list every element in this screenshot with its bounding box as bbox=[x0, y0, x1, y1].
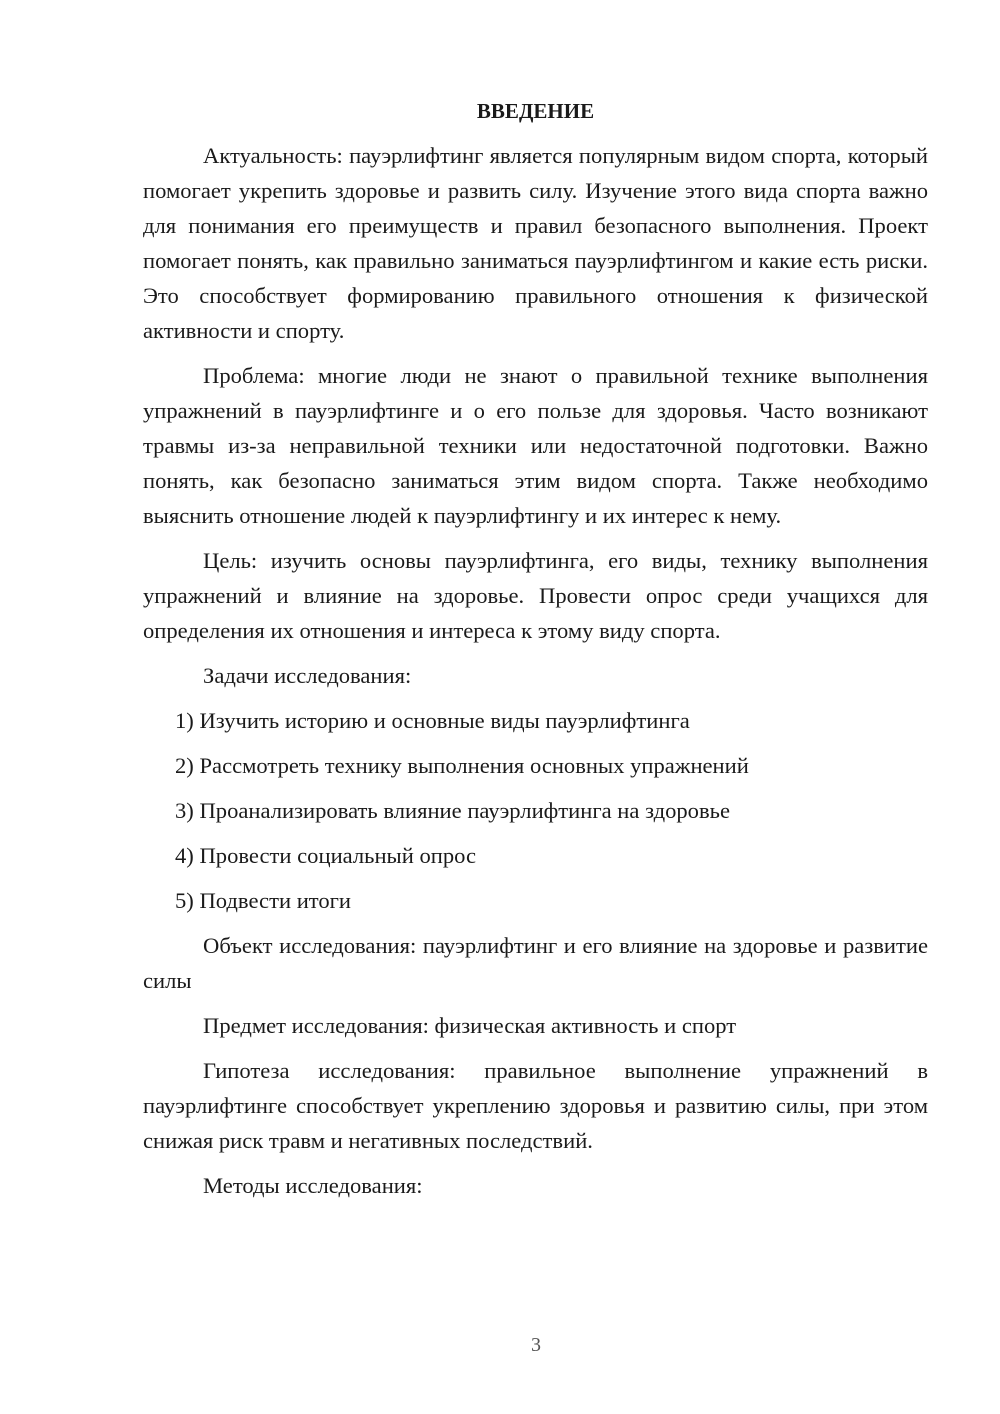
object-paragraph: Объект исследования: пауэрлифтинг и его влияние на здоровье и развитие силы bbox=[143, 933, 928, 993]
task-item: 1) Изучить историю и основные виды пауэрлифтинга bbox=[175, 708, 690, 733]
task-item: 3) Проанализировать влияние пауэрлифтинга на здоровье bbox=[175, 798, 730, 823]
goal-paragraph: Цель: изучить основы пауэрлифтинга, его виды, технику выполнения упражнений и влияние на здоровье. Провести опрос среди учащихся для определения их отношения и интереса к этому виду спорта. bbox=[143, 548, 928, 643]
methods-heading: Методы исследования: bbox=[203, 1173, 423, 1198]
task-item: 2) Рассмотреть технику выполнения основных упражнений bbox=[175, 753, 749, 778]
page-title: ВВЕДЕНИЕ bbox=[476, 99, 595, 123]
hypothesis-paragraph: Гипотеза исследования: правильное выполнение упражнений в пауэрлифтинге способствует укреплению здоровья и развитию силы, при этом снижая риск травм и негативных последствий. bbox=[143, 1058, 928, 1153]
task-item: 4) Провести социальный опрос bbox=[175, 843, 477, 868]
document-page bbox=[143, 96, 928, 1213]
tasks-heading: Задачи исследования: bbox=[203, 663, 412, 688]
problem-paragraph: Проблема: многие люди не знают о правильной технике выполнения упражнений в пауэрлифтинге и о его пользе для здоровья. Часто возникают травмы из-за неправильной техники или недостаточной подготовки. Важно понять, как безопасно заниматься этим видом спорта. Также необходимо выяснить отношение людей к пауэрлифтингу и их интерес к нему. bbox=[143, 363, 928, 528]
page-number: 3 bbox=[531, 1334, 541, 1356]
task-item: 5) Подвести итоги bbox=[175, 888, 352, 913]
relevance-paragraph: Актуальность: пауэрлифтинг является популярным видом спорта, который помогает укрепить здоровье и развить силу. Изучение этого вида спорта важно для понимания его преимуществ и правил безопасного выполнения. Проект помогает понять, как правильно заниматься пауэрлифтингом и какие есть риски. Это способствует формированию правильного отношения к физической активности и спорту. bbox=[143, 143, 928, 343]
subject-paragraph: Предмет исследования: физическая активность и спорт bbox=[203, 1013, 737, 1038]
